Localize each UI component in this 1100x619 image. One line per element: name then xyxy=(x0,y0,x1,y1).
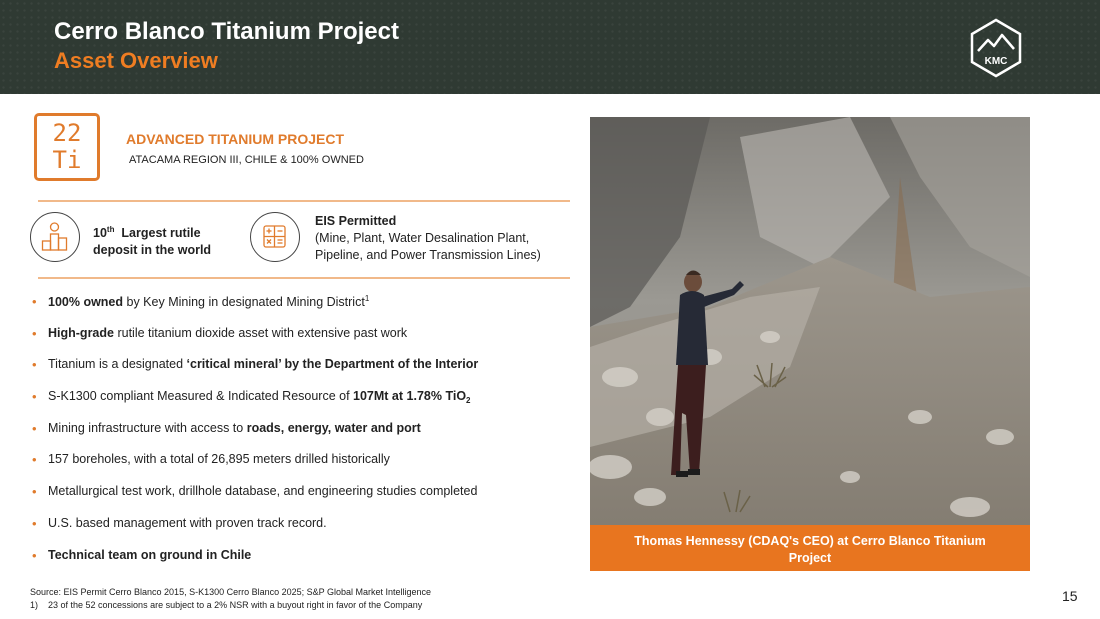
podium-icon xyxy=(30,212,80,262)
calculator-icon xyxy=(250,212,300,262)
list-item: • 100% owned by Key Mining in designated Mining District$^1$ xyxy=(32,294,582,326)
list-item: • Titanium is a designated ‘critical mineral’ by the Department of the Interior xyxy=(32,357,582,389)
eis-title: EIS Permitted xyxy=(315,214,397,228)
project-title: ADVANCED TITANIUM PROJECT xyxy=(126,131,345,147)
site-photo xyxy=(590,117,1030,525)
list-item: • 157 boreholes, with a total of 26,895 meters drilled historically xyxy=(32,452,582,484)
page-number: 15 xyxy=(1062,588,1078,604)
eis-line-1: (Mine, Plant, Water Desalination Plant, xyxy=(315,231,530,245)
divider-bottom xyxy=(38,277,570,279)
eis-line-2: Pipeline, and Power Transmission Lines) xyxy=(315,248,541,262)
photo-caption: Thomas Hennessy (CDAQ's CEO) at Cerro Blanco Titanium Project xyxy=(590,525,1030,571)
project-subtitle: ATACAMA REGION III, CHILE & 100% OWNED xyxy=(129,154,364,166)
element-tile xyxy=(34,113,100,181)
footnote xyxy=(30,600,422,610)
eis-feature-text xyxy=(315,213,541,264)
footnote-text: 23 of the 52 concessions are subject to a 2% NSR with a buyout right in favor of the Company xyxy=(48,600,423,610)
list-item: • Mining infrastructure with access to roads, energy, water and port xyxy=(32,421,582,453)
list-item: • High-grade rutile titanium dioxide asset with extensive past work xyxy=(32,326,582,358)
rutile-rank-suffix: th xyxy=(106,225,115,234)
logo-text: KMC xyxy=(984,56,1008,67)
element-symbol: Ti xyxy=(52,146,82,174)
list-item: • U.S. based management with proven track record. xyxy=(32,516,582,548)
footnote-number: 1) xyxy=(30,600,39,610)
atomic-number: 22 xyxy=(52,119,82,147)
list-item: • Metallurgical test work, drillhole database, and engineering studies completed xyxy=(32,484,582,516)
rutile-rank: 10 xyxy=(93,226,107,240)
highlights-list xyxy=(32,294,582,579)
header-bar xyxy=(0,0,1100,94)
rutile-line-1: Largest rutile xyxy=(121,226,201,240)
kmc-logo xyxy=(966,18,1026,78)
divider-top xyxy=(38,200,570,202)
page-title: Cerro Blanco Titanium Project xyxy=(54,18,399,45)
rutile-line-2: deposit in the world xyxy=(93,243,212,257)
list-item: • Technical team on ground in Chile xyxy=(32,548,582,580)
list-item: • S-K1300 compliant Measured & Indicated Resource of 107Mt at 1.78% TiO$_2$ xyxy=(32,389,582,421)
source-note: Source: EIS Permit Cerro Blanco 2015, S-K1300 Cerro Blanco 2025; S&P Global Market Intelligence xyxy=(30,587,432,597)
rutile-feature-text xyxy=(93,221,211,259)
page-subtitle: Asset Overview xyxy=(54,48,218,73)
